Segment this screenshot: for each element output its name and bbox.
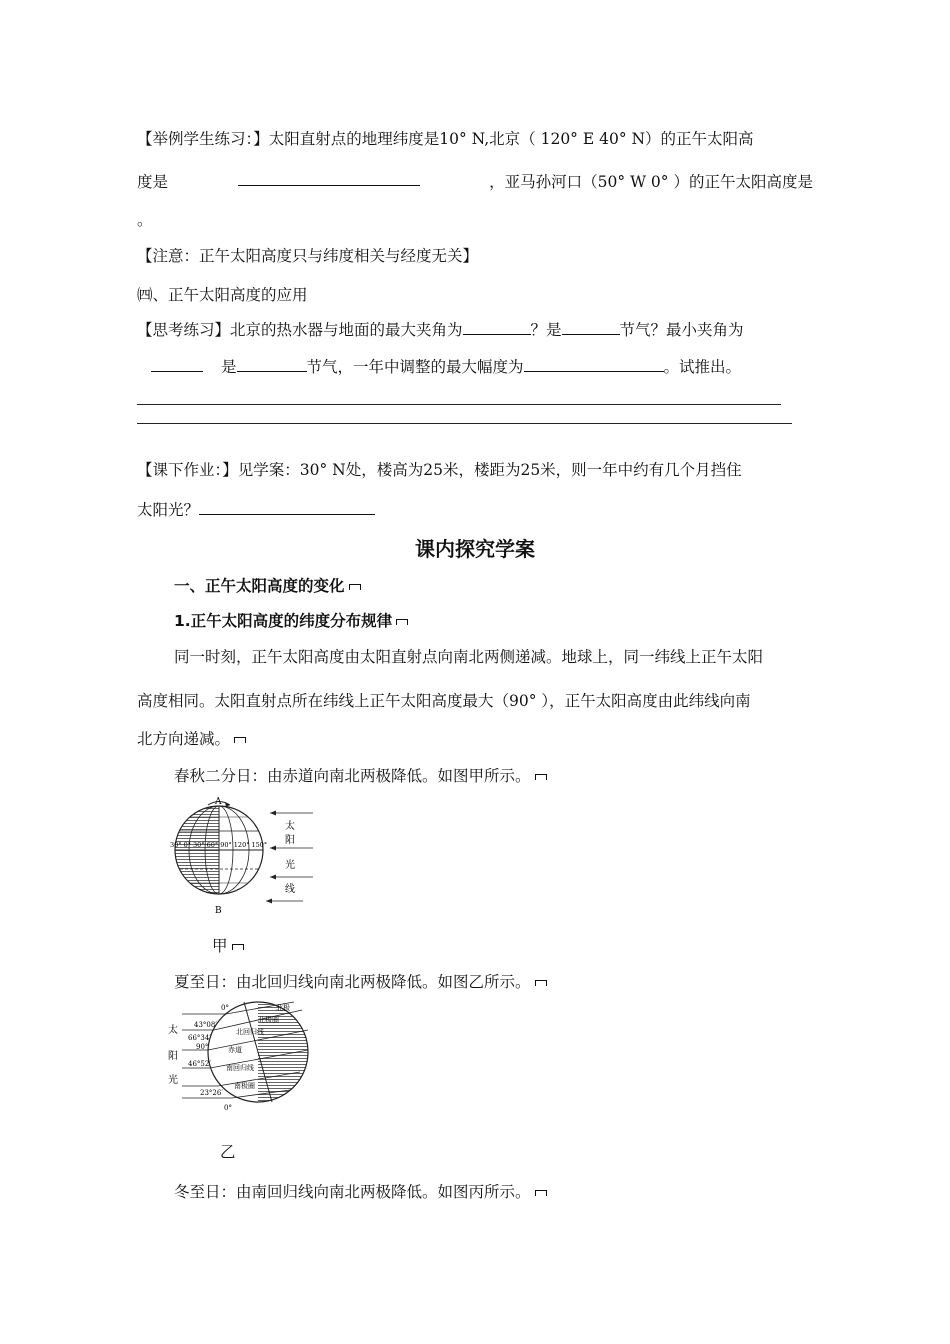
angle-label: 23°26′ [200,1089,223,1097]
figure-jia-equinox-globe [168,795,318,915]
subsection-1-heading [174,609,408,631]
answer-blank-min-angle[interactable] [151,356,203,372]
homework-text: 见学案：30° N处，楼高为25米，楼距为25米，则一年中约有几个月挡住 [237,461,742,479]
subsection-1-heading-text: 1.正午太阳高度的纬度分布规律 [174,612,393,630]
exercise-line-1 [137,127,754,149]
yi-sun-label-1: 太 [168,1025,178,1036]
figure-jia-caption [212,934,244,956]
section-1-heading-text: 一、正午太阳高度的变化 [174,577,345,595]
zone-label: 赤道 [228,1046,242,1054]
thinking-line-2 [151,355,741,377]
figure-jia-caption-text: 甲 [212,937,228,955]
exercise-line-2-start: 度是 [137,173,169,191]
answer-blank-max-angle[interactable] [463,319,531,335]
angle-label: 46°52′ [188,1060,211,1068]
paragraph-line-2: 高度相同。太阳直射点所在纬线上正午太阳高度最大（90° ），正午太阳高度由此纬线向南 [137,692,751,710]
zone-label: 南极圈 [234,1082,255,1090]
thinking-part-5: 节气，一年中调整的最大幅度为 [306,358,524,376]
note: 【注意：正午太阳高度只与纬度相关与经度无关】 [137,247,479,265]
paragraph-mark-icon [535,980,547,986]
exercise-line-2 [137,170,813,192]
answer-blank-min-term[interactable] [237,356,307,372]
yi-sun-label-2: 阳 [168,1051,178,1062]
summer-solstice-text-content: 夏至日：由北回归线向南北两极降低。如图乙所示。 [174,973,531,991]
yi-sun-label-3: 光 [168,1075,178,1086]
thinking-heading: 【思考练习】 [137,321,231,339]
section-1-heading [174,574,361,596]
answer-line-2[interactable] [137,423,792,424]
answer-line-1[interactable] [137,404,781,405]
exercise-sentence: 太阳直射点的地理纬度是10° N,北京（ 120° E 40° N）的正午太阳高 [268,130,754,148]
winter-solstice-text [174,1180,547,1202]
longitude-labels: 30° 0° 30° 60° 90° 120° 150° [170,841,268,849]
exercise-heading: 【举例学生练习：】 [137,130,269,148]
paragraph-line-3-text: 北方向递减。 [137,730,231,748]
answer-blank-range[interactable] [524,356,664,372]
summer-solstice-text [174,970,547,992]
label-b: B [215,906,222,915]
homework-line-2 [137,498,375,520]
sun-label-3: 光 [285,860,295,871]
homework-question: 太阳光？ [137,501,200,519]
homework-line-1 [137,458,742,480]
sun-label-2: 阳 [285,835,295,846]
angle-label: 0° [224,1104,232,1112]
angle-label: 66°34′ [188,1034,211,1042]
paragraph-mark-icon [232,944,244,950]
figure-yi-summer-solstice-globe [166,1000,346,1115]
zone-label: 北极 [276,1004,290,1012]
thinking-part-2: ？是 [530,321,562,339]
zone-label: 北回归线 [236,1028,264,1036]
sun-label-1: 太 [285,821,295,832]
paragraph-mark-icon [396,619,408,625]
zone-label: 北极圈 [258,1016,279,1024]
exercise-line-3: 。 [137,211,153,229]
angle-label: 90° [196,1043,209,1051]
thinking-part-3: 节气？最小夹角为 [619,321,744,339]
answer-blank-max-term[interactable] [562,319,620,335]
thinking-part-6: 。试推出。 [663,358,742,376]
exercise-line-2-mid: ，亚马孙河口（50° W 0° ）的正午太阳高度是 [489,173,813,191]
paragraph-mark-icon [535,774,547,780]
equinox-text [174,764,547,786]
angle-label: 43°08′ [194,1021,217,1029]
thinking-part-1: 北京的热水器与地面的最大夹角为 [230,321,463,339]
figure-yi-caption: 乙 [220,1143,236,1161]
homework-heading: 【课下作业：】 [137,461,238,479]
thinking-part-4: 是 [221,358,237,376]
answer-blank-months[interactable] [199,499,375,515]
winter-solstice-text-content: 冬至日：由南回归线向南北两极降低。如图丙所示。 [174,1183,531,1201]
zone-label: 南回归线 [226,1064,254,1072]
paragraph-line-3 [137,727,246,749]
section-4-heading: ㈣、正午太阳高度的应用 [137,286,308,304]
paragraph-mark-icon [234,737,246,743]
angle-label: 0° [221,1004,229,1012]
paragraph-line-1: 同一时刻，正午太阳高度由太阳直射点向南北两侧递减。地球上，同一纬线上正午太阳 [174,648,764,666]
equinox-text-content: 春秋二分日：由赤道向南北两极降低。如图甲所示。 [174,767,531,785]
paragraph-mark-icon [349,584,361,590]
sun-label-4: 线 [285,884,295,895]
answer-blank-beijing[interactable] [238,170,420,186]
thinking-line-1 [137,318,744,340]
paragraph-mark-icon [535,1190,547,1196]
label-a: A [215,797,222,807]
page-title: 课内探究学案 [415,537,535,561]
